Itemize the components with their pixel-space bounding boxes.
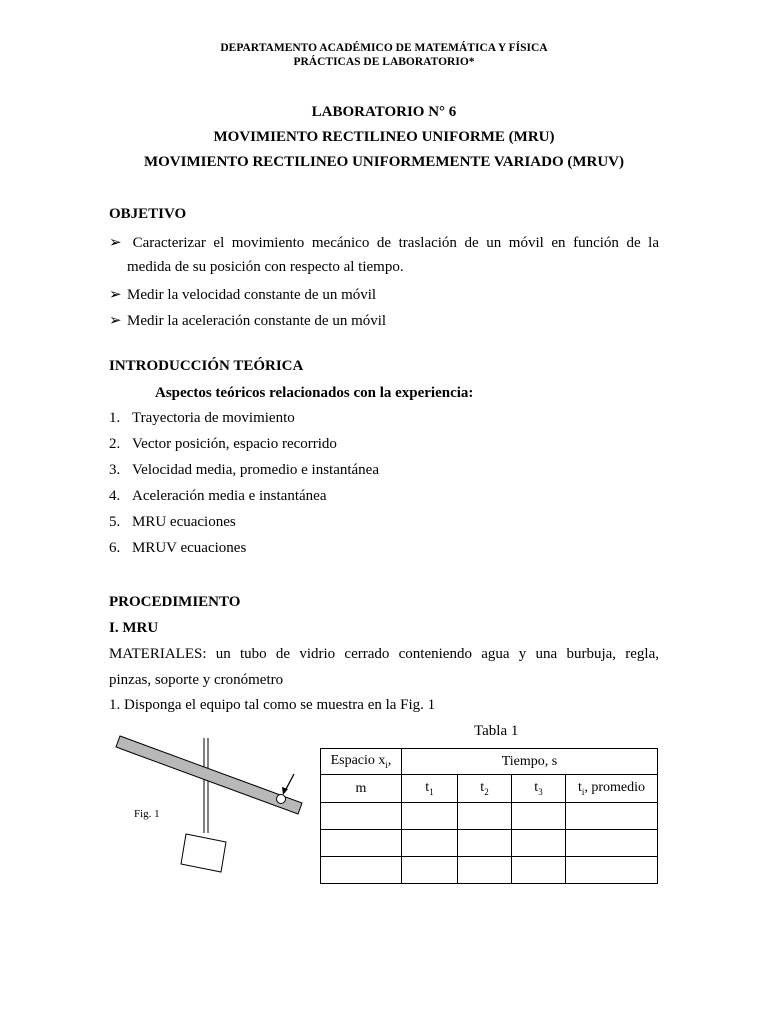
intro-item: 3. Velocidad media, promedio e instantánea bbox=[109, 462, 379, 478]
col-espacio-unit: m bbox=[321, 775, 402, 803]
intro-item: 4. Aceleración media e instantánea bbox=[109, 488, 327, 504]
objetivo-heading: OBJETIVO bbox=[109, 206, 187, 222]
objetivo-item-1-cont: medida de su posición con respecto al tiempo. bbox=[127, 259, 404, 275]
bullet-arrow-icon: ➢ bbox=[109, 313, 122, 329]
intro-heading: INTRODUCCIÓN TEÓRICA bbox=[109, 358, 304, 374]
col-t3-header: $t_3$ bbox=[512, 775, 566, 803]
fig1-caption: Fig. 1 bbox=[134, 808, 160, 820]
materiales-line1: MATERIALES: un tubo de vidrio cerrado conteniendo agua y una burbuja, regla, bbox=[109, 646, 659, 662]
table-row bbox=[321, 830, 658, 857]
col-t1-header: $t_1$ bbox=[402, 775, 458, 803]
bullet-arrow-icon: ➢ bbox=[109, 287, 122, 303]
procedimiento-heading: PROCEDIMIENTO bbox=[109, 594, 241, 610]
table-row bbox=[321, 803, 658, 830]
tabla-1 bbox=[320, 748, 658, 884]
intro-item: 6. MRUV ecuaciones bbox=[109, 540, 247, 556]
base-block bbox=[181, 834, 226, 872]
lab-title: LABORATORIO N° 6 bbox=[311, 104, 457, 120]
objetivo-item-2 bbox=[109, 285, 376, 304]
dept-header: DEPARTAMENTO ACADÉMICO DE MATEMÁTICA Y FÍSICA bbox=[220, 42, 548, 54]
col-espacio-header: Espacio $x_i$, bbox=[321, 749, 402, 775]
objetivo-item-1 bbox=[109, 233, 659, 252]
intro-item: 2. Vector posición, espacio recorrido bbox=[109, 436, 337, 452]
mru-title: MOVIMIENTO RECTILINEO UNIFORME (MRU) bbox=[213, 129, 555, 145]
intro-item: 1. Trayectoria de movimiento bbox=[109, 410, 295, 426]
table-caption: Tabla 1 bbox=[474, 723, 519, 739]
mru-subheading: I. MRU bbox=[109, 620, 159, 636]
tiempo-group-header: Tiempo, s bbox=[402, 749, 658, 775]
table-row bbox=[321, 857, 658, 884]
intro-subheading: Aspectos teóricos relacionados con la experiencia: bbox=[155, 385, 474, 401]
col-tprom-header: $t_i$, promedio bbox=[566, 775, 658, 803]
col-t2-header: $t_2$ bbox=[458, 775, 512, 803]
bullet-arrow-icon: ➢ bbox=[109, 235, 122, 251]
objetivo-item-1-text: Caracterizar el movimiento mecánico de traslación de un móvil en función de la bbox=[132, 235, 660, 251]
glass-tube bbox=[116, 736, 302, 814]
objetivo-item-2-text: Medir la velocidad constante de un móvil bbox=[127, 287, 377, 303]
materiales-line2: pinzas, soporte y cronómetro bbox=[109, 672, 284, 688]
bubble bbox=[277, 795, 286, 804]
step-1: 1. Disponga el equipo tal como se muestra en la Fig. 1 bbox=[109, 697, 436, 713]
practicas-header: PRÁCTICAS DE LABORATORIO* bbox=[293, 56, 475, 68]
mruv-title: MOVIMIENTO RECTILINEO UNIFORMEMENTE VARIADO (MRUV) bbox=[143, 154, 625, 170]
intro-item: 5. MRU ecuaciones bbox=[109, 514, 236, 530]
objetivo-item-3-text: Medir la aceleración constante de un móvil bbox=[127, 313, 387, 329]
objetivo-item-3 bbox=[109, 311, 386, 330]
